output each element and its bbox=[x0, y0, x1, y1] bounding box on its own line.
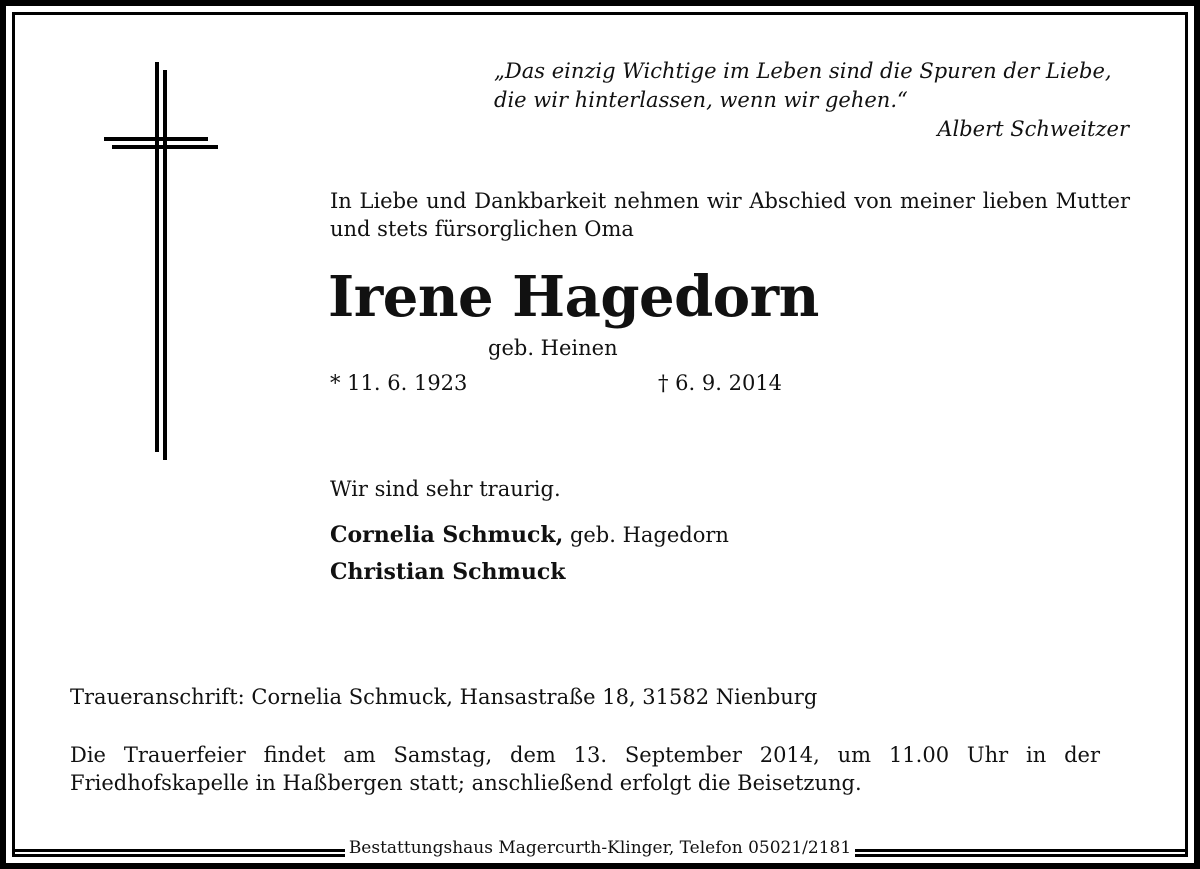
birth-date: * 11. 6. 1923 bbox=[330, 371, 468, 395]
quote-line-1: „Das einzig Wichtige im Leben sind die Spuren der Liebe, bbox=[494, 59, 1112, 83]
deceased-name: Irene Hagedorn bbox=[328, 264, 819, 330]
mourner-2-name: Christian Schmuck bbox=[330, 559, 566, 585]
death-date: † 6. 9. 2014 bbox=[658, 371, 783, 395]
mourning-address: Traueranschrift: Cornelia Schmuck, Hansastraße 18, 31582 Nienburg bbox=[70, 685, 818, 709]
intro-text: In Liebe und Dankbarkeit nehmen wir Abschied von meiner lieben Mutter und stets fürsorglichen Oma bbox=[330, 189, 1130, 241]
mourning-statement: Wir sind sehr traurig. bbox=[330, 477, 561, 501]
mourner-1 bbox=[330, 522, 729, 548]
ceremony-info: Die Trauerfeier findet am Samstag, dem 13. September 2014, um 11.00 Uhr in der Friedhofskapelle in Haßbergen statt; anschließend erfolgt die Beisetzung. bbox=[70, 743, 1100, 795]
quote-block bbox=[369, 57, 1129, 144]
quote-line-2: die wir hinterlassen, wenn wir gehen.“ bbox=[494, 88, 908, 112]
cross-icon bbox=[104, 62, 218, 462]
footer bbox=[0, 836, 1200, 860]
mourner-1-birth-name: geb. Hagedorn bbox=[569, 523, 729, 547]
quote-author: Albert Schweitzer bbox=[937, 117, 1129, 141]
mourner-1-name: Cornelia Schmuck, bbox=[330, 522, 564, 548]
deceased-birth-name: geb. Heinen bbox=[488, 336, 618, 360]
funeral-home-contact: Bestattungshaus Magercurth-Klinger, Telefon 05021/2181 bbox=[345, 836, 855, 860]
